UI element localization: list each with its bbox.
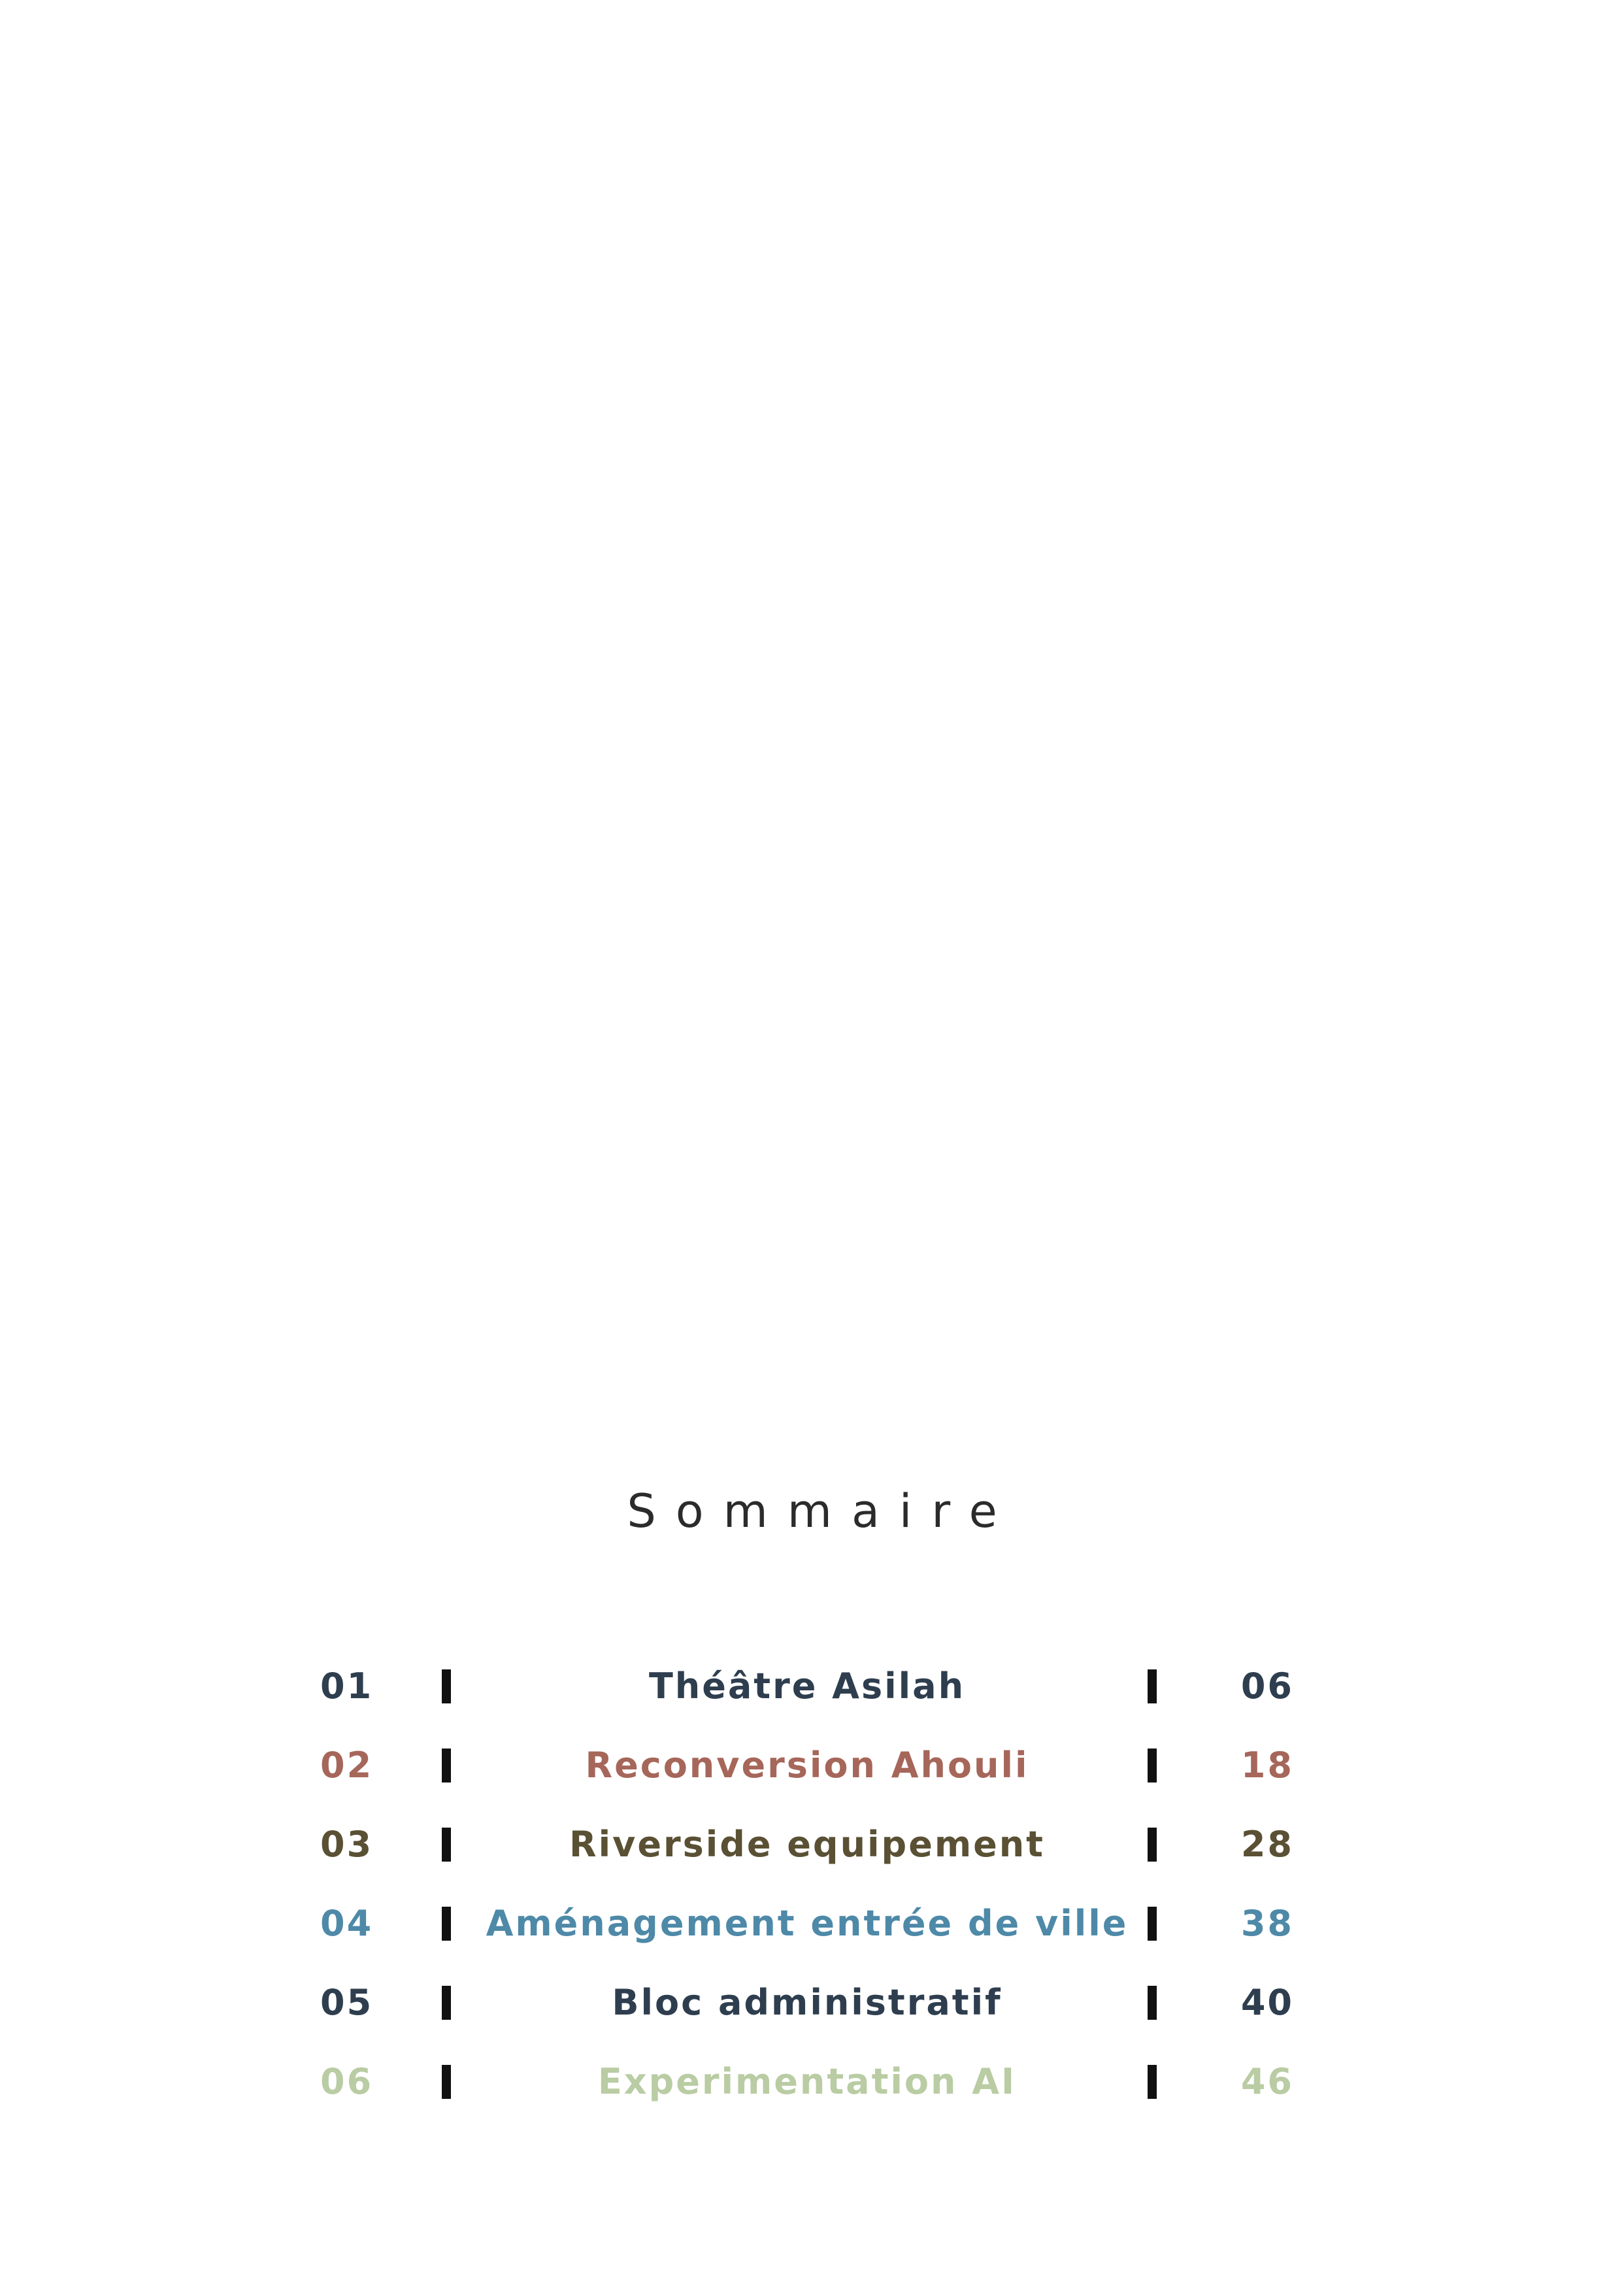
toc-entry-3[interactable]: [0, 1812, 1624, 1891]
entry-number: 06: [320, 2061, 374, 2102]
entry-page-number: 18: [1240, 1745, 1294, 1786]
toc-entry-1[interactable]: [0, 1654, 1624, 1733]
entry-number: 03: [320, 1824, 374, 1865]
entry-page-number: 28: [1240, 1824, 1294, 1865]
separator-bar: [1148, 2065, 1157, 2099]
toc-entry-4[interactable]: [0, 1891, 1624, 1970]
entry-number: 01: [320, 1665, 374, 1707]
separator-bar: [1148, 1828, 1157, 1862]
entry-page-number: 38: [1240, 1903, 1294, 1944]
separator-bar: [442, 1986, 451, 2020]
toc-entry-2[interactable]: [0, 1733, 1624, 1812]
toc-entry-5[interactable]: [0, 1970, 1624, 2049]
entry-title: Experimentation AI: [597, 2061, 1017, 2102]
page-title: Sommaire: [627, 1484, 1017, 1538]
table-of-contents: [0, 1654, 1624, 2128]
separator-bar: [442, 2065, 451, 2099]
separator-bar: [1148, 1907, 1157, 1941]
entry-title: Reconversion Ahouli: [585, 1745, 1029, 1786]
separator-bar: [442, 1907, 451, 1941]
entry-title: Théâtre Asilah: [648, 1665, 966, 1707]
toc-entry-6[interactable]: [0, 2049, 1624, 2128]
entry-page-number: 46: [1240, 2061, 1294, 2102]
entry-number: 02: [320, 1745, 374, 1786]
entry-page-number: 06: [1240, 1665, 1294, 1707]
separator-bar: [1148, 1986, 1157, 2020]
separator-bar: [442, 1669, 451, 1703]
entry-number: 05: [320, 1982, 374, 2023]
separator-bar: [1148, 1749, 1157, 1783]
separator-bar: [442, 1749, 451, 1783]
entry-title: Riverside equipement: [569, 1824, 1045, 1865]
entry-page-number: 40: [1240, 1982, 1294, 2023]
entry-number: 04: [320, 1903, 374, 1944]
separator-bar: [1148, 1669, 1157, 1703]
entry-title: Bloc administratif: [612, 1982, 1003, 2023]
separator-bar: [442, 1828, 451, 1862]
entry-title: Aménagement entrée de ville: [486, 1903, 1129, 1944]
